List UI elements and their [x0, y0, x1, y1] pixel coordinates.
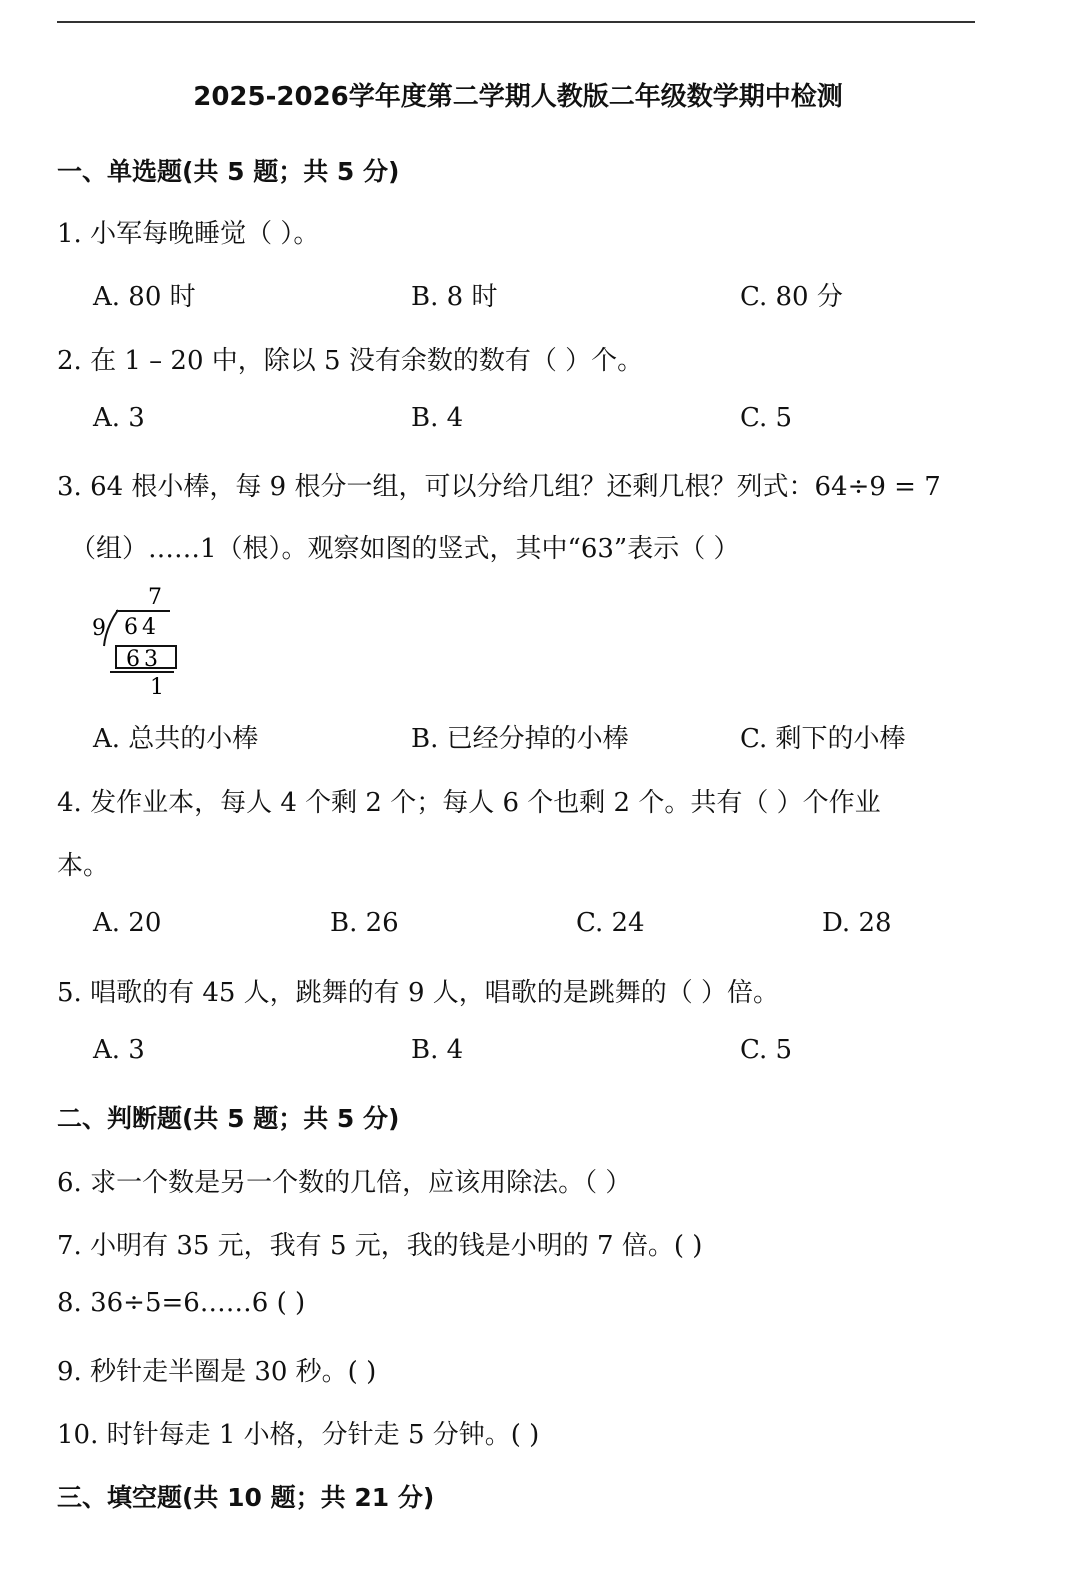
- question-1: 1. 小军每晚睡觉（ ）。: [57, 219, 320, 249]
- question-2: 2. 在 1 – 20 中，除以 5 没有余数的数有（ ）个。: [57, 346, 644, 376]
- question-4-line-1: 4. 发作业本，每人 4 个剩 2 个；每人 6 个也剩 2 个。共有（ ）个作业: [57, 788, 881, 818]
- q5-option-c: C. 5: [740, 1035, 793, 1065]
- question-10: 10. 时针每走 1 小格，分针走 5 分钟。( ): [57, 1420, 540, 1450]
- top-rule: [57, 21, 975, 23]
- question-3-line-1: 3. 64 根小棒，每 9 根分一组，可以分给几组？还剩几根？列式：64÷9 = 7: [57, 472, 941, 502]
- q2-option-b: B. 4: [411, 403, 464, 433]
- division-remainder: 1: [150, 675, 164, 700]
- section-single-choice-heading: 一、单选题(共 5 题；共 5 分): [57, 157, 400, 186]
- question-3-line-2: （组）……1（根）。观察如图的竖式，其中“63”表示（ ）: [70, 534, 740, 564]
- division-divisor: 9: [92, 616, 106, 641]
- question-6: 6. 求一个数是另一个数的几倍，应该用除法。（ ）: [57, 1168, 632, 1198]
- q4-option-d: D. 28: [822, 908, 892, 938]
- question-9: 9. 秒针走半圈是 30 秒。( ): [57, 1357, 377, 1387]
- question-4-line-2: 本。: [57, 851, 110, 881]
- q4-option-c: C. 24: [576, 908, 645, 938]
- q4-option-a: A. 20: [93, 908, 162, 938]
- section-fill-blank-heading: 三、填空题(共 10 题；共 21 分): [57, 1483, 435, 1512]
- q2-option-c: C. 5: [740, 403, 793, 433]
- q2-option-a: A. 3: [93, 403, 145, 433]
- q4-option-b: B. 26: [330, 908, 399, 938]
- q1-option-b: B. 8 时: [411, 282, 498, 312]
- long-division-figure: [88, 582, 188, 702]
- question-5: 5. 唱歌的有 45 人，跳舞的有 9 人，唱歌的是跳舞的（ ）倍。: [57, 978, 780, 1008]
- q5-option-a: A. 3: [93, 1035, 145, 1065]
- question-7: 7. 小明有 35 元，我有 5 元，我的钱是小明的 7 倍。( ): [57, 1231, 703, 1261]
- division-quotient: 7: [148, 585, 162, 610]
- q3-option-c: C. 剩下的小棒: [740, 724, 906, 754]
- division-dividend: 64: [124, 615, 160, 640]
- q1-option-a: A. 80 时: [93, 282, 196, 312]
- page-title: 2025-2026学年度第二学期人教版二年级数学期中检测: [193, 82, 843, 112]
- q5-option-b: B. 4: [411, 1035, 464, 1065]
- division-bracket: [104, 610, 118, 646]
- q1-option-c: C. 80 分: [740, 282, 843, 312]
- section-true-false-heading: 二、判断题(共 5 题；共 5 分): [57, 1104, 400, 1133]
- question-8: 8. 36÷5=6……6 ( ): [57, 1288, 306, 1318]
- q3-option-b: B. 已经分掉的小棒: [411, 724, 629, 754]
- division-product: 63: [126, 647, 162, 672]
- q3-option-a: A. 总共的小棒: [93, 724, 259, 754]
